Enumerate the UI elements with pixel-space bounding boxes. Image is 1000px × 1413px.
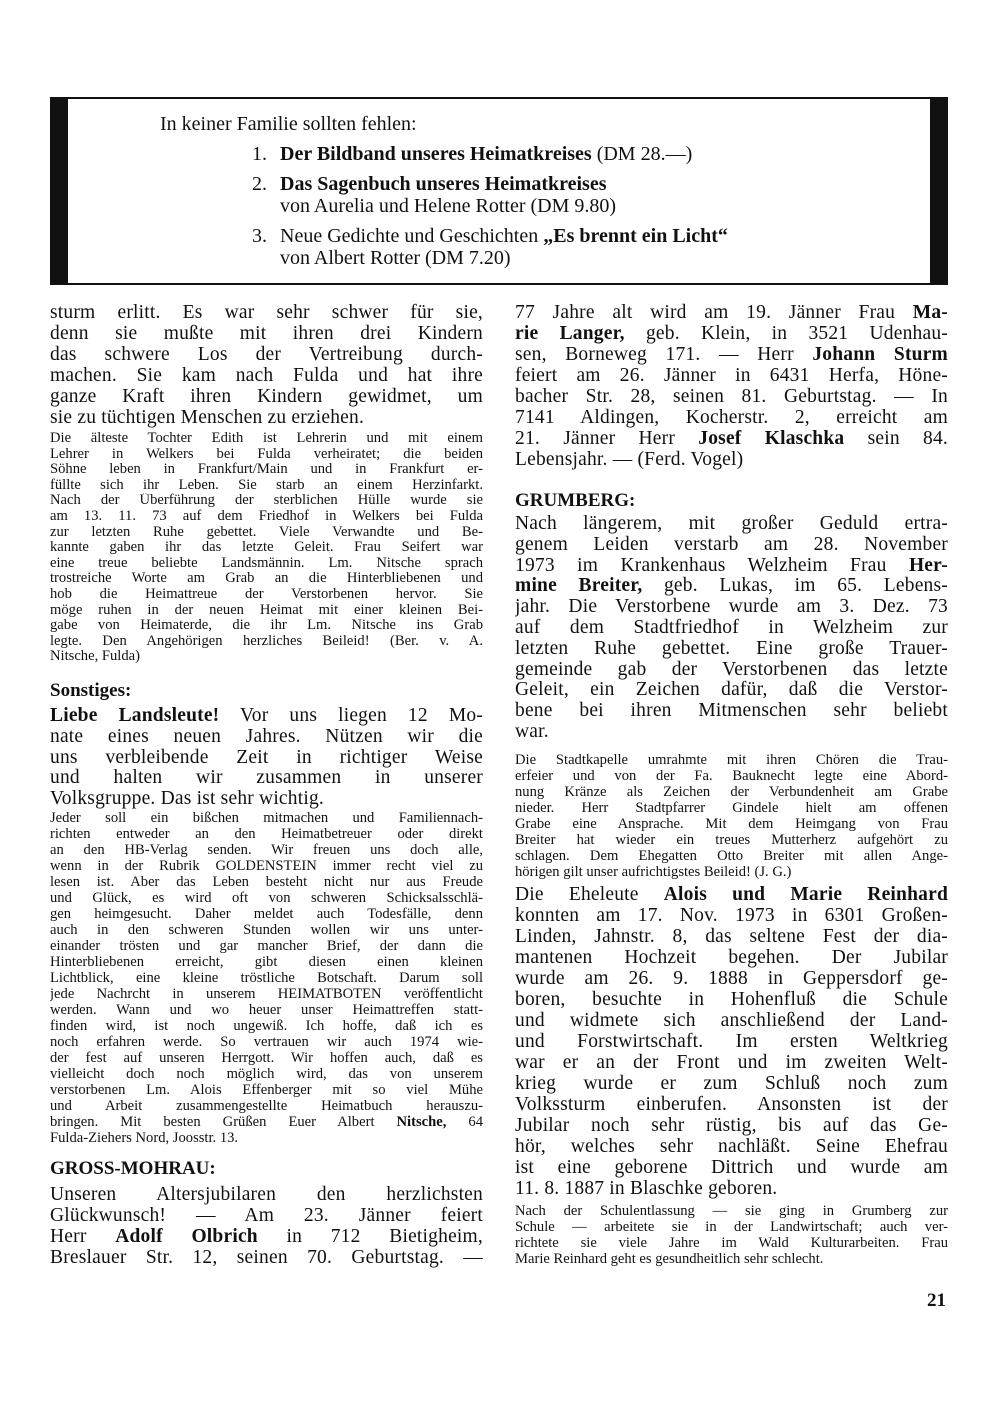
article-paragraph (50, 1184, 483, 1268)
text-line (515, 968, 948, 989)
text: GROSS-MOHRAU: (50, 1158, 216, 1179)
text-line (50, 706, 483, 727)
text: Jubilar noch sehr rüstig, bis auf das Ge- (515, 1115, 948, 1136)
text-line (50, 748, 483, 769)
text: machen. Sie kam nach Fulda und hat ihre (50, 365, 483, 386)
text: der fest auf unseren Herrgott. Wir hoffen auch, daß es (50, 1050, 483, 1066)
text-line (515, 1251, 948, 1267)
text: Lehrer in Welkers bei Fulda verheiratet; die beiden (50, 446, 483, 462)
text-line (515, 947, 948, 968)
text: kannte gaben ihr das letzte Geleit. Frau Seifert war (50, 540, 483, 556)
item-text (280, 247, 511, 269)
text-line (515, 1073, 948, 1094)
text-line (515, 556, 948, 577)
text-line (50, 540, 483, 556)
item-text (280, 143, 692, 165)
section-heading-grumberg (515, 490, 948, 512)
bold-text: Her- (908, 555, 948, 576)
text: Jeder soll ein bißchen mitmachen und Familiennach- (50, 810, 483, 826)
text-line (515, 816, 948, 832)
text-line (515, 1219, 948, 1235)
text: war er an der Front und im zweiten Welt- (515, 1052, 948, 1073)
text-line (50, 826, 483, 842)
item-text (280, 225, 728, 247)
text: nate eines neuen Jahres. Nützen wir die (50, 726, 483, 747)
text: Breiter hat wieder ein treues Mutterherz aufgehört zu (515, 832, 948, 848)
text-line (50, 323, 483, 344)
text: Sonstiges: (50, 680, 132, 701)
text-line (515, 428, 948, 449)
bold-text: „Es brennt ein Licht“ (543, 225, 728, 247)
text: Volkssturm einberufen. Ansonsten ist der (515, 1094, 948, 1115)
text-line (515, 449, 948, 470)
text-line (50, 906, 483, 922)
text-line (515, 768, 948, 784)
bold-text: Alois und Marie Reinhard (663, 884, 948, 905)
text: hörigen gilt unser aufrichtigstes Beileid! (J. G.) (515, 864, 792, 880)
text-line (50, 1205, 483, 1226)
text-line (50, 618, 483, 634)
text: Die älteste Tochter Edith ist Lehrerin und mit einem (50, 431, 483, 446)
text-line (50, 1066, 483, 1082)
text: Nach längerem, mit großer Geduld ertra- (515, 514, 948, 534)
text: bacher Str. 28, seinen 81. Geburtstag. — In (515, 386, 948, 407)
article-note (515, 1203, 948, 1267)
text-line (515, 752, 948, 768)
text-line (50, 890, 483, 906)
text: Nach der Überführung der sterblichen Hülle wurde sie (50, 493, 483, 509)
box-left-bar (52, 99, 68, 283)
text-line (515, 323, 948, 344)
text: vielleicht doch noch möglich wird, das von unserem (50, 1066, 483, 1082)
text-line (50, 649, 483, 665)
text: Neue Gedichte und Geschichten (280, 225, 544, 247)
text: füllte sich ihr Leben. Sie starb an einem Herzinfarkt. (50, 477, 483, 493)
text: boren, besuchte in Hohenfluß die Schule (515, 989, 948, 1010)
text: legte. Den Angehörigen herzliches Beileid! (Ber. v. A. (50, 633, 483, 649)
text: war. (515, 721, 549, 742)
bold-text: Nitsche, (396, 1114, 447, 1130)
text: sturm erlitt. Es war sehr schwer für sie, (50, 302, 483, 323)
text: und widmete sich anschließend der Land- (515, 1010, 948, 1031)
text: verstorbenen Lm. Alois Effenberger mit so viel Mühe (50, 1082, 483, 1098)
article-paragraph (515, 514, 948, 743)
text: genem Leiden verstarb am 28. November (515, 534, 948, 555)
text-line (50, 922, 483, 938)
text-line (50, 603, 483, 619)
text: 77 Jahre alt wird am 19. Jänner Frau (515, 302, 913, 323)
text-line (50, 1130, 483, 1146)
text-line (50, 842, 483, 858)
text: sen, Borneweg 171. — Herr (515, 344, 813, 365)
text: bene bei ihren Mitmenschen sehr beliebt (515, 701, 948, 722)
text: (DM 28.—) (591, 143, 693, 165)
text-line (515, 864, 948, 880)
text-line (515, 535, 948, 556)
text: wenn in der Rubrik GOLDENSTEIN immer recht viel zu (50, 858, 483, 874)
text: Nach der Schulentlassung — sie ging in Grumberg zur (515, 1203, 948, 1219)
text-line (50, 1184, 483, 1205)
text: von Aurelia und Helene Rotter (DM 9.80) (280, 195, 617, 217)
section-heading-sonstiges (50, 680, 483, 702)
text-line (50, 1247, 483, 1268)
bold-text: mine Breiter, (515, 576, 643, 597)
text: nieder. Herr Stadtpfarrer Gindele hielt am offenen (515, 800, 948, 816)
text: erfeier und von der Fa. Bauknecht legte eine Abord- (515, 768, 948, 784)
text-line (50, 1034, 483, 1050)
text-line (515, 1178, 948, 1199)
text: Söhne leben in Frankfurt/Main und in Frankfurt er- (50, 462, 483, 478)
text-line (50, 407, 483, 428)
text: und Forstwirtschaft. Im ersten Weltkrieg (515, 1031, 948, 1052)
text: Volksgruppe. Das ist sehr wichtig. (50, 789, 325, 810)
text-line (50, 1114, 483, 1130)
text: mantenen Hochzeit begehen. Der Jubilar (515, 947, 948, 968)
text-line (515, 576, 948, 597)
page-number: 21 (927, 1290, 946, 1311)
text: eine treue beliebte Landsmännin. Lm. Nitsche sprach (50, 555, 483, 571)
text: letzten Ruhe gebettet. Eine große Trauer- (515, 638, 948, 659)
text: schlagen. Dem Ehegatten Otto Breiter mit allen Ange- (515, 848, 948, 864)
text-line (515, 1031, 948, 1052)
article-paragraph (50, 302, 483, 428)
item-text (280, 173, 607, 195)
text-line (515, 1203, 948, 1219)
text-line (50, 344, 483, 365)
text-line (515, 597, 948, 618)
text: Marie Reinhard geht es gesundheitlich sehr schlecht. (515, 1251, 824, 1267)
text-line (515, 722, 948, 743)
text: GRUMBERG: (515, 490, 636, 511)
text: geb. Klein, in 3521 Udenhau- (624, 323, 948, 344)
text: und halten wir zusammen in unserer (50, 768, 483, 789)
text: richtete sie viele Jahre im Wald Kulturarbeiten. Frau (515, 1235, 948, 1251)
text-line (50, 874, 483, 890)
text-line (50, 1018, 483, 1034)
text-line (515, 701, 948, 722)
text-line (50, 634, 483, 650)
text: jede Nachrcht in unserem HEIMATBOTEN veröffentlicht (50, 986, 483, 1002)
text: richten entweder an den Heimatbetreuer oder direkt (50, 826, 483, 842)
text: und Arbeit zusammengestellte Heimatbuch herauszu- (50, 1098, 483, 1114)
text: Hinterbliebenen erreicht, gibt diesen einen kleinen (50, 954, 483, 970)
item-text (280, 195, 616, 217)
text: Linden, Jahnstr. 8, das seltene Fest der dia- (515, 926, 948, 947)
text-line (515, 1094, 948, 1115)
text: Geleit, ein Zeichen dafür, daß die Verstor- (515, 680, 948, 701)
text: trostreiche Worte am Grab an die Hinterbliebenen und (50, 571, 483, 587)
text-line (515, 680, 948, 701)
text-line (50, 986, 483, 1002)
text: Lebensjahr. — (Ferd. Vogel) (515, 449, 744, 470)
text-line (50, 1002, 483, 1018)
text-line (50, 431, 483, 447)
text: Die Eheleute (515, 884, 664, 905)
text: Die Stadtkapelle umrahmte mit ihren Chören die Trau- (515, 752, 948, 768)
text-line (50, 302, 483, 323)
text: sein 84. (844, 428, 948, 449)
text: lesen ist. Aber das Leben besteht nicht nur aus Freude (50, 874, 483, 890)
article-note (50, 431, 483, 665)
text-line (50, 386, 483, 407)
text-line (50, 938, 483, 954)
text-line (50, 954, 483, 970)
text: und Glück, es wird oft von schweren Schicksalsschlä- (50, 890, 483, 906)
text-line (50, 858, 483, 874)
text-line (50, 447, 483, 463)
text: das schwere Los der Vertreibung durch- (50, 344, 483, 365)
text-line (50, 587, 483, 603)
text-line (515, 344, 948, 365)
text-line (515, 989, 948, 1010)
text-line (50, 493, 483, 509)
article-paragraph (515, 302, 948, 470)
text-line (515, 302, 948, 323)
text-line (515, 800, 948, 816)
text: hör, welches sehr nachläßt. Seine Ehefrau (515, 1136, 948, 1157)
text: auch in den schweren Stunden wollen wir uns unter- (50, 922, 483, 938)
bold-text: Josef Klaschka (698, 428, 845, 449)
text: möge ruhen in der neuen Heimat mit einer kleinen Bei- (50, 602, 483, 618)
text: nung Kränze als Zeichen der Verbundenheit am Grabe (515, 784, 948, 800)
text: werden. Wann und wo heuer unser Heimattreffen statt- (50, 1002, 483, 1018)
text-line (515, 407, 948, 428)
article-paragraph (50, 706, 483, 810)
text-line (515, 1052, 948, 1073)
text: 7141 Aldingen, Kocherstr. 2, erreicht am (515, 407, 948, 428)
text-line (515, 660, 948, 681)
text: einander trösten und gar mancher Brief, der dann die (50, 938, 483, 954)
text: in 712 Bietigheim, (257, 1226, 483, 1247)
text-line (50, 1098, 483, 1114)
text: Breslauer Str. 12, seinen 70. Geburtstag. — (50, 1247, 483, 1268)
text-line (515, 365, 948, 386)
text: Fulda-Ziehers Nord, Joosstr. 13. (50, 1130, 239, 1146)
text: 21. Jänner Herr (515, 428, 699, 449)
item-number: 3. (252, 225, 267, 247)
text-line (50, 970, 483, 986)
bold-text: Johann Sturm (812, 344, 948, 365)
text-line (50, 1226, 483, 1247)
text-line (515, 1157, 948, 1178)
text-line (50, 810, 483, 826)
text-line (50, 525, 483, 541)
bold-text: Ma- (912, 302, 948, 323)
text-line (50, 727, 483, 748)
text-line (515, 905, 948, 926)
text: wurde am 26. 9. 1888 in Geppersdorf ge- (515, 968, 948, 989)
text: feiert am 26. Jänner in 6431 Herfa, Höne- (515, 365, 948, 386)
text-line (50, 478, 483, 494)
text-line (50, 1050, 483, 1066)
text: Glückwunsch! — Am 23. Jänner feiert (50, 1205, 483, 1226)
text-line (50, 365, 483, 386)
text-line (50, 680, 483, 702)
text-line (50, 571, 483, 587)
text: sie zu tüchtigen Menschen zu erziehen. (50, 407, 365, 428)
text: auf dem Stadtfriedhof in Welzheim zur (515, 617, 948, 638)
text: bringen. Mit besten Grüßen Euer Albert (50, 1114, 397, 1130)
text: krieg wurde er zum Schluß noch zum (515, 1073, 948, 1094)
text-line (515, 926, 948, 947)
text: 11. 8. 1887 in Blaschke geboren. (515, 1178, 778, 1199)
article-note (515, 752, 948, 880)
text-line (515, 832, 948, 848)
text: gen heimgesucht. Daher meldet auch Todesfälle, denn (50, 906, 483, 922)
text-line (50, 1158, 483, 1180)
text-line (50, 789, 483, 810)
text-line (515, 639, 948, 660)
bold-text: Adolf Olbrich (115, 1226, 258, 1247)
text: 1973 im Krankenhaus Welzheim Frau (515, 555, 909, 576)
article-paragraph (515, 884, 948, 1199)
text: jahr. Die Verstorbene wurde am 3. Dez. 73 (515, 597, 948, 618)
bold-text: Das Sagenbuch unseres Heimatkreises (280, 173, 607, 195)
text-line (50, 462, 483, 478)
bold-text: Der Bildband unseres Heimatkreises (280, 143, 592, 165)
text: ist eine geborene Dittrich und wurde am (515, 1157, 948, 1178)
text-line (515, 618, 948, 639)
text: konnten am 17. Nov. 1973 in 6301 Großen- (515, 905, 948, 926)
text: Schule — arbeitete sie in der Landwirtschaft; auch ver- (515, 1219, 948, 1235)
box-title: In keiner Familie sollten fehlen: (160, 113, 417, 135)
text: Nitsche, Fulda) (50, 649, 140, 665)
item-number: 1. (252, 143, 267, 165)
box-right-bar (930, 99, 946, 283)
text: hob die Heimattreue der Verstorbenen hervor. Sie (50, 586, 483, 602)
text: am 13. 11. 73 auf dem Friedhof in Welkers bei Fulda (50, 508, 483, 524)
text-line (50, 1082, 483, 1098)
item-number: 2. (252, 173, 267, 195)
text: ganze Kraft ihren Kindern gewidmet, um (50, 386, 483, 407)
text-line (515, 848, 948, 864)
text: zur letzten Ruhe gebettet. Viele Verwandte und Be- (50, 524, 483, 540)
text: noch erfahren werde. So vertrauen wir auch 1974 wie- (50, 1034, 483, 1050)
text: Lichtblick, eine kleine tröstliche Botschaft. Darum soll (50, 970, 483, 986)
text: an den HB-Verlag senden. Wir freuen uns doch alle, (50, 842, 483, 858)
text-line (515, 386, 948, 407)
text-line (515, 1115, 948, 1136)
book-advertisement-box (50, 97, 948, 285)
text-line (515, 1136, 948, 1157)
text: Unseren Altersjubilaren den herzlichsten (50, 1184, 483, 1205)
text: denn sie mußte mit ihren drei Kindern (50, 323, 483, 344)
text: Vor uns liegen 12 Mo- (219, 706, 483, 726)
text-line (515, 884, 948, 905)
text: Herr (50, 1226, 116, 1247)
bold-text: rie Langer, (515, 323, 625, 344)
text: gabe von Heimaterde, die ihr Lm. Nitsche ins Grab (50, 618, 483, 634)
text: uns verbleibende Zeit in richtiger Weise (50, 747, 483, 768)
text: 64 (446, 1114, 483, 1130)
text-line (515, 784, 948, 800)
text-line (50, 768, 483, 789)
text-line (50, 556, 483, 572)
article-note (50, 810, 483, 1146)
text-line (50, 509, 483, 525)
text: geb. Lukas, im 65. Lebens- (642, 576, 948, 597)
section-heading-gross-mohrau (50, 1158, 483, 1180)
text-line (515, 1010, 948, 1031)
text-line (515, 490, 948, 512)
bold-text: Liebe Landsleute! (50, 706, 220, 726)
text: von Albert Rotter (DM 7.20) (280, 247, 511, 269)
text: finden wird, ist noch ungewiß. Ich hoffe, daß ich es (50, 1018, 483, 1034)
text-line (515, 1235, 948, 1251)
text: Grabe eine Ansprache. Mit dem Heimgang von Frau (515, 816, 948, 832)
text: gemeinde gab der Verstorbenen das letzte (515, 659, 948, 680)
text-line (515, 514, 948, 535)
